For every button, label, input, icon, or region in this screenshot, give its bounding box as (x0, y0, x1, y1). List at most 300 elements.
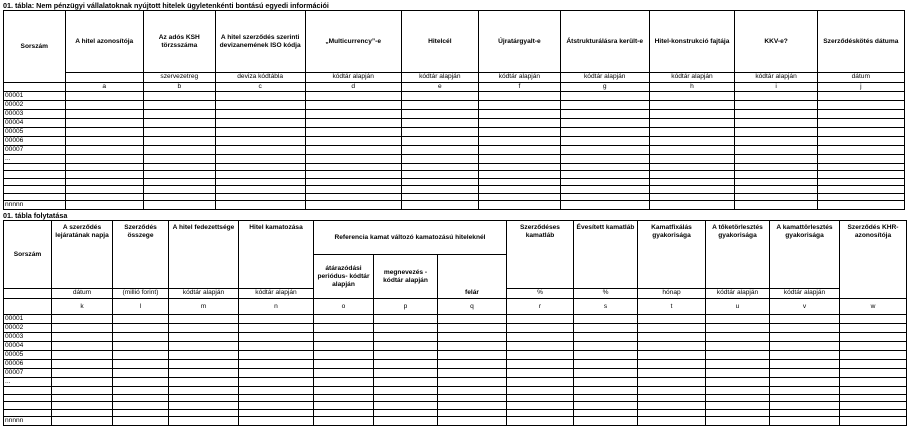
data-cell[interactable] (438, 417, 507, 426)
data-cell[interactable] (401, 128, 478, 137)
data-cell[interactable] (735, 101, 817, 110)
data-cell[interactable] (169, 417, 239, 426)
data-cell[interactable] (65, 146, 143, 155)
data-cell[interactable] (840, 394, 907, 402)
data-cell[interactable] (735, 155, 817, 164)
data-cell[interactable] (438, 351, 507, 360)
data-cell[interactable] (438, 369, 507, 378)
data-cell[interactable] (478, 119, 560, 128)
data-cell[interactable] (143, 101, 215, 110)
data-cell[interactable] (314, 409, 374, 417)
data-cell[interactable] (706, 409, 770, 417)
data-cell[interactable] (65, 101, 143, 110)
data-cell[interactable] (706, 378, 770, 387)
data-cell[interactable] (113, 387, 169, 395)
data-cell[interactable] (507, 369, 574, 378)
data-cell[interactable] (215, 186, 305, 193)
data-cell[interactable] (143, 178, 215, 185)
data-cell[interactable] (305, 193, 401, 200)
data-cell[interactable] (401, 146, 478, 155)
data-cell[interactable] (478, 155, 560, 164)
data-cell[interactable] (401, 155, 478, 164)
data-cell[interactable] (215, 92, 305, 101)
data-cell[interactable] (649, 193, 735, 200)
data-cell[interactable] (770, 315, 840, 324)
data-cell[interactable] (239, 351, 314, 360)
data-cell[interactable] (770, 342, 840, 351)
data-cell[interactable] (507, 417, 574, 426)
data-cell[interactable] (215, 137, 305, 146)
data-cell[interactable] (574, 360, 638, 369)
data-cell[interactable] (314, 351, 374, 360)
data-cell[interactable] (169, 387, 239, 395)
data-cell[interactable] (507, 351, 574, 360)
data-cell[interactable] (169, 342, 239, 351)
data-cell[interactable] (735, 200, 817, 209)
data-cell[interactable] (374, 324, 438, 333)
data-cell[interactable] (52, 417, 113, 426)
data-cell[interactable] (374, 378, 438, 387)
data-cell[interactable] (305, 171, 401, 178)
data-cell[interactable] (143, 146, 215, 155)
data-cell[interactable] (65, 137, 143, 146)
data-cell[interactable] (706, 342, 770, 351)
data-cell[interactable] (215, 155, 305, 164)
data-cell[interactable] (638, 333, 706, 342)
data-cell[interactable] (374, 315, 438, 324)
data-cell[interactable] (649, 171, 735, 178)
data-cell[interactable] (770, 333, 840, 342)
data-cell[interactable] (239, 387, 314, 395)
data-cell[interactable] (507, 360, 574, 369)
data-cell[interactable] (143, 171, 215, 178)
data-cell[interactable] (507, 402, 574, 410)
data-cell[interactable] (478, 146, 560, 155)
data-cell[interactable] (770, 387, 840, 395)
data-cell[interactable] (706, 351, 770, 360)
data-cell[interactable] (143, 119, 215, 128)
data-cell[interactable] (215, 101, 305, 110)
data-cell[interactable] (574, 394, 638, 402)
data-cell[interactable] (374, 409, 438, 417)
data-cell[interactable] (113, 324, 169, 333)
data-cell[interactable] (401, 110, 478, 119)
data-cell[interactable] (770, 409, 840, 417)
data-cell[interactable] (638, 342, 706, 351)
data-cell[interactable] (239, 333, 314, 342)
data-cell[interactable] (143, 193, 215, 200)
data-cell[interactable] (574, 351, 638, 360)
data-cell[interactable] (770, 417, 840, 426)
data-cell[interactable] (314, 417, 374, 426)
data-cell[interactable] (507, 324, 574, 333)
data-cell[interactable] (65, 193, 143, 200)
data-cell[interactable] (113, 315, 169, 324)
data-cell[interactable] (770, 369, 840, 378)
data-cell[interactable] (770, 360, 840, 369)
data-cell[interactable] (649, 92, 735, 101)
data-cell[interactable] (817, 146, 904, 155)
data-cell[interactable] (574, 333, 638, 342)
data-cell[interactable] (239, 378, 314, 387)
data-cell[interactable] (143, 200, 215, 209)
data-cell[interactable] (169, 394, 239, 402)
data-cell[interactable] (735, 146, 817, 155)
data-cell[interactable] (638, 402, 706, 410)
data-cell[interactable] (143, 164, 215, 171)
data-cell[interactable] (305, 164, 401, 171)
data-cell[interactable] (638, 369, 706, 378)
data-cell[interactable] (169, 333, 239, 342)
data-cell[interactable] (817, 164, 904, 171)
data-cell[interactable] (401, 164, 478, 171)
data-cell[interactable] (215, 119, 305, 128)
data-cell[interactable] (840, 402, 907, 410)
data-cell[interactable] (649, 155, 735, 164)
data-cell[interactable] (314, 315, 374, 324)
data-cell[interactable] (239, 417, 314, 426)
data-cell[interactable] (560, 186, 649, 193)
data-cell[interactable] (314, 342, 374, 351)
data-cell[interactable] (374, 333, 438, 342)
data-cell[interactable] (638, 351, 706, 360)
data-cell[interactable] (305, 155, 401, 164)
data-cell[interactable] (638, 360, 706, 369)
data-cell[interactable] (143, 128, 215, 137)
data-cell[interactable] (52, 351, 113, 360)
data-cell[interactable] (560, 155, 649, 164)
data-cell[interactable] (560, 119, 649, 128)
data-cell[interactable] (169, 409, 239, 417)
data-cell[interactable] (401, 119, 478, 128)
data-cell[interactable] (65, 110, 143, 119)
data-cell[interactable] (52, 333, 113, 342)
data-cell[interactable] (770, 394, 840, 402)
data-cell[interactable] (478, 193, 560, 200)
data-cell[interactable] (169, 360, 239, 369)
data-cell[interactable] (649, 200, 735, 209)
data-cell[interactable] (401, 137, 478, 146)
data-cell[interactable] (239, 324, 314, 333)
data-cell[interactable] (478, 186, 560, 193)
data-cell[interactable] (574, 369, 638, 378)
data-cell[interactable] (239, 369, 314, 378)
data-cell[interactable] (215, 200, 305, 209)
data-cell[interactable] (638, 409, 706, 417)
data-cell[interactable] (735, 92, 817, 101)
data-cell[interactable] (215, 178, 305, 185)
data-cell[interactable] (560, 171, 649, 178)
data-cell[interactable] (478, 171, 560, 178)
data-cell[interactable] (817, 171, 904, 178)
data-cell[interactable] (374, 360, 438, 369)
data-cell[interactable] (215, 193, 305, 200)
data-cell[interactable] (574, 315, 638, 324)
data-cell[interactable] (638, 387, 706, 395)
data-cell[interactable] (401, 171, 478, 178)
data-cell[interactable] (560, 193, 649, 200)
data-cell[interactable] (649, 146, 735, 155)
data-cell[interactable] (706, 324, 770, 333)
data-cell[interactable] (65, 200, 143, 209)
data-cell[interactable] (65, 171, 143, 178)
data-cell[interactable] (649, 178, 735, 185)
data-cell[interactable] (143, 186, 215, 193)
data-cell[interactable] (817, 101, 904, 110)
data-cell[interactable] (438, 324, 507, 333)
data-cell[interactable] (65, 164, 143, 171)
data-cell[interactable] (706, 402, 770, 410)
data-cell[interactable] (52, 324, 113, 333)
data-cell[interactable] (169, 369, 239, 378)
data-cell[interactable] (52, 360, 113, 369)
data-cell[interactable] (840, 333, 907, 342)
data-cell[interactable] (478, 178, 560, 185)
data-cell[interactable] (401, 200, 478, 209)
data-cell[interactable] (560, 178, 649, 185)
data-cell[interactable] (143, 92, 215, 101)
data-cell[interactable] (574, 417, 638, 426)
data-cell[interactable] (507, 409, 574, 417)
data-cell[interactable] (770, 351, 840, 360)
data-cell[interactable] (239, 394, 314, 402)
data-cell[interactable] (113, 351, 169, 360)
data-cell[interactable] (215, 110, 305, 119)
data-cell[interactable] (478, 101, 560, 110)
data-cell[interactable] (840, 342, 907, 351)
data-cell[interactable] (374, 351, 438, 360)
data-cell[interactable] (52, 402, 113, 410)
data-cell[interactable] (840, 417, 907, 426)
data-cell[interactable] (113, 417, 169, 426)
data-cell[interactable] (735, 110, 817, 119)
data-cell[interactable] (65, 178, 143, 185)
data-cell[interactable] (314, 369, 374, 378)
data-cell[interactable] (817, 128, 904, 137)
data-cell[interactable] (478, 164, 560, 171)
data-cell[interactable] (574, 378, 638, 387)
data-cell[interactable] (314, 333, 374, 342)
data-cell[interactable] (638, 394, 706, 402)
data-cell[interactable] (374, 342, 438, 351)
data-cell[interactable] (560, 164, 649, 171)
data-cell[interactable] (638, 315, 706, 324)
data-cell[interactable] (438, 387, 507, 395)
data-cell[interactable] (574, 409, 638, 417)
data-cell[interactable] (574, 324, 638, 333)
data-cell[interactable] (65, 186, 143, 193)
data-cell[interactable] (169, 402, 239, 410)
data-cell[interactable] (113, 369, 169, 378)
data-cell[interactable] (65, 155, 143, 164)
data-cell[interactable] (560, 101, 649, 110)
data-cell[interactable] (706, 315, 770, 324)
data-cell[interactable] (649, 101, 735, 110)
data-cell[interactable] (401, 193, 478, 200)
data-cell[interactable] (438, 409, 507, 417)
data-cell[interactable] (735, 137, 817, 146)
data-cell[interactable] (305, 146, 401, 155)
data-cell[interactable] (560, 137, 649, 146)
data-cell[interactable] (735, 164, 817, 171)
data-cell[interactable] (113, 409, 169, 417)
data-cell[interactable] (143, 155, 215, 164)
data-cell[interactable] (113, 378, 169, 387)
data-cell[interactable] (305, 186, 401, 193)
data-cell[interactable] (401, 178, 478, 185)
data-cell[interactable] (438, 378, 507, 387)
data-cell[interactable] (507, 333, 574, 342)
data-cell[interactable] (374, 402, 438, 410)
data-cell[interactable] (817, 92, 904, 101)
data-cell[interactable] (574, 342, 638, 351)
data-cell[interactable] (507, 315, 574, 324)
data-cell[interactable] (314, 387, 374, 395)
data-cell[interactable] (478, 110, 560, 119)
data-cell[interactable] (735, 178, 817, 185)
data-cell[interactable] (215, 146, 305, 155)
data-cell[interactable] (374, 394, 438, 402)
data-cell[interactable] (817, 119, 904, 128)
data-cell[interactable] (305, 101, 401, 110)
data-cell[interactable] (143, 137, 215, 146)
data-cell[interactable] (113, 342, 169, 351)
data-cell[interactable] (770, 402, 840, 410)
data-cell[interactable] (52, 378, 113, 387)
data-cell[interactable] (374, 387, 438, 395)
data-cell[interactable] (649, 119, 735, 128)
data-cell[interactable] (478, 128, 560, 137)
data-cell[interactable] (840, 387, 907, 395)
data-cell[interactable] (305, 178, 401, 185)
data-cell[interactable] (735, 193, 817, 200)
data-cell[interactable] (649, 110, 735, 119)
data-cell[interactable] (113, 333, 169, 342)
data-cell[interactable] (305, 137, 401, 146)
data-cell[interactable] (374, 417, 438, 426)
data-cell[interactable] (638, 324, 706, 333)
data-cell[interactable] (770, 324, 840, 333)
data-cell[interactable] (401, 186, 478, 193)
data-cell[interactable] (305, 128, 401, 137)
data-cell[interactable] (52, 394, 113, 402)
data-cell[interactable] (239, 342, 314, 351)
data-cell[interactable] (638, 378, 706, 387)
data-cell[interactable] (169, 315, 239, 324)
data-cell[interactable] (374, 369, 438, 378)
data-cell[interactable] (305, 200, 401, 209)
data-cell[interactable] (305, 92, 401, 101)
data-cell[interactable] (438, 394, 507, 402)
data-cell[interactable] (649, 164, 735, 171)
data-cell[interactable] (649, 128, 735, 137)
data-cell[interactable] (52, 409, 113, 417)
data-cell[interactable] (215, 164, 305, 171)
data-cell[interactable] (113, 394, 169, 402)
data-cell[interactable] (52, 342, 113, 351)
data-cell[interactable] (507, 378, 574, 387)
data-cell[interactable] (65, 119, 143, 128)
data-cell[interactable] (735, 119, 817, 128)
data-cell[interactable] (560, 200, 649, 209)
data-cell[interactable] (706, 387, 770, 395)
data-cell[interactable] (478, 92, 560, 101)
data-cell[interactable] (113, 360, 169, 369)
data-cell[interactable] (840, 351, 907, 360)
data-cell[interactable] (52, 387, 113, 395)
data-cell[interactable] (817, 193, 904, 200)
data-cell[interactable] (52, 369, 113, 378)
data-cell[interactable] (560, 92, 649, 101)
data-cell[interactable] (438, 360, 507, 369)
data-cell[interactable] (401, 101, 478, 110)
data-cell[interactable] (840, 324, 907, 333)
data-cell[interactable] (817, 200, 904, 209)
data-cell[interactable] (706, 394, 770, 402)
data-cell[interactable] (770, 378, 840, 387)
data-cell[interactable] (560, 128, 649, 137)
data-cell[interactable] (143, 110, 215, 119)
data-cell[interactable] (239, 360, 314, 369)
data-cell[interactable] (560, 146, 649, 155)
data-cell[interactable] (840, 409, 907, 417)
data-cell[interactable] (574, 402, 638, 410)
data-cell[interactable] (314, 324, 374, 333)
data-cell[interactable] (735, 128, 817, 137)
data-cell[interactable] (706, 360, 770, 369)
data-cell[interactable] (817, 186, 904, 193)
data-cell[interactable] (169, 378, 239, 387)
data-cell[interactable] (65, 92, 143, 101)
data-cell[interactable] (314, 402, 374, 410)
data-cell[interactable] (840, 369, 907, 378)
data-cell[interactable] (438, 342, 507, 351)
data-cell[interactable] (401, 92, 478, 101)
data-cell[interactable] (817, 178, 904, 185)
data-cell[interactable] (706, 369, 770, 378)
data-cell[interactable] (52, 315, 113, 324)
data-cell[interactable] (314, 360, 374, 369)
data-cell[interactable] (817, 110, 904, 119)
data-cell[interactable] (840, 315, 907, 324)
data-cell[interactable] (438, 402, 507, 410)
data-cell[interactable] (638, 417, 706, 426)
data-cell[interactable] (314, 378, 374, 387)
data-cell[interactable] (305, 119, 401, 128)
data-cell[interactable] (840, 378, 907, 387)
data-cell[interactable] (735, 186, 817, 193)
data-cell[interactable] (169, 324, 239, 333)
data-cell[interactable] (239, 402, 314, 410)
data-cell[interactable] (560, 110, 649, 119)
data-cell[interactable] (113, 402, 169, 410)
data-cell[interactable] (169, 351, 239, 360)
data-cell[interactable] (215, 128, 305, 137)
data-cell[interactable] (706, 333, 770, 342)
data-cell[interactable] (840, 360, 907, 369)
data-cell[interactable] (314, 394, 374, 402)
data-cell[interactable] (239, 315, 314, 324)
data-cell[interactable] (649, 137, 735, 146)
data-cell[interactable] (735, 171, 817, 178)
data-cell[interactable] (817, 155, 904, 164)
data-cell[interactable] (239, 409, 314, 417)
data-cell[interactable] (438, 333, 507, 342)
data-cell[interactable] (478, 137, 560, 146)
data-cell[interactable] (507, 394, 574, 402)
data-cell[interactable] (215, 171, 305, 178)
data-cell[interactable] (478, 200, 560, 209)
